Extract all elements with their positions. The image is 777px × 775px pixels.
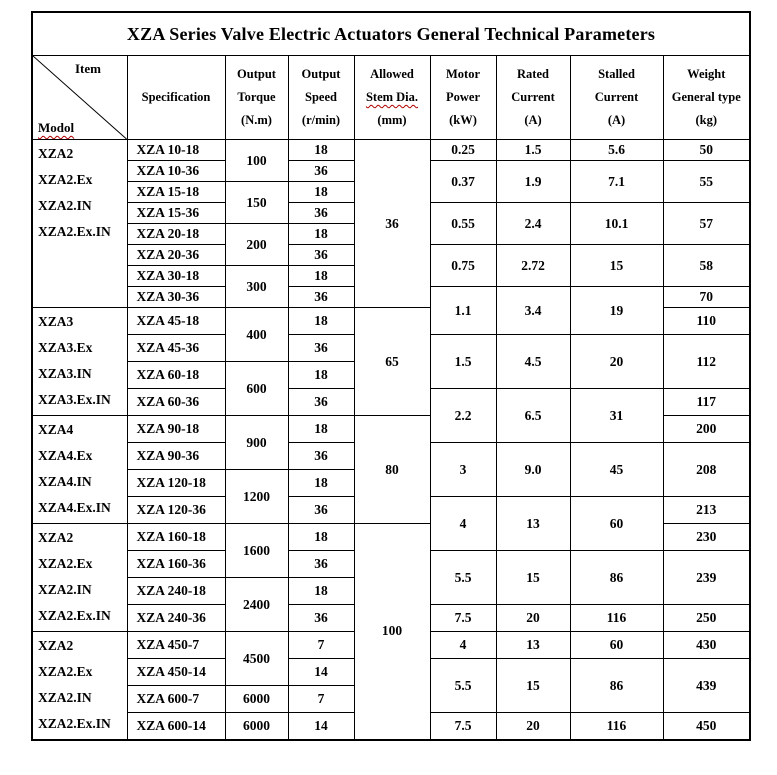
cell-stalled: 86 (570, 551, 663, 605)
header-line: (mm) (377, 113, 407, 127)
cell-weight: 70 (663, 287, 750, 308)
cell-spec: XZA 120-18 (127, 470, 225, 497)
column-header-torque (225, 56, 288, 140)
cell-torque: 6000 (225, 713, 288, 740)
table-body (32, 140, 750, 740)
cell-spec: XZA 160-36 (127, 551, 225, 578)
corner-label-model: Modol (38, 120, 75, 135)
cell-power: 0.25 (430, 140, 496, 161)
cell-speed: 18 (288, 470, 354, 497)
cell-speed: 14 (288, 713, 354, 740)
cell-weight: 50 (663, 140, 750, 161)
header-line: Output (301, 67, 341, 81)
cell-power: 1.5 (430, 335, 496, 389)
cell-spec: XZA 15-18 (127, 182, 225, 203)
cell-power: 0.75 (430, 245, 496, 287)
cell-speed: 14 (288, 659, 354, 686)
cell-torque: 400 (225, 308, 288, 362)
cell-spec: XZA 30-18 (127, 266, 225, 287)
cell-stalled: 60 (570, 497, 663, 551)
cell-spec: XZA 60-18 (127, 362, 225, 389)
column-header-weight (663, 56, 750, 140)
cell-power: 3 (430, 443, 496, 497)
header-line: (r/min) (301, 113, 341, 127)
cell-torque: 6000 (225, 686, 288, 713)
cell-stem: 65 (354, 308, 430, 416)
column-header-spec (127, 56, 225, 140)
cell-stalled: 116 (570, 713, 663, 740)
cell-power: 7.5 (430, 713, 496, 740)
model-line: XZA2.IN (38, 582, 92, 597)
cell-stalled: 31 (570, 389, 663, 443)
model-line: XZA2.IN (38, 198, 92, 213)
cell-speed: 36 (288, 497, 354, 524)
cell-speed: 36 (288, 335, 354, 362)
model-line: XZA3.IN (38, 366, 92, 381)
cell-spec: XZA 45-36 (127, 335, 225, 362)
cell-speed: 36 (288, 605, 354, 632)
cell-spec: XZA 20-18 (127, 224, 225, 245)
cell-spec: XZA 30-36 (127, 287, 225, 308)
cell-model (32, 416, 127, 524)
cell-speed: 7 (288, 632, 354, 659)
cell-spec: XZA 45-18 (127, 308, 225, 335)
cell-rated: 1.5 (496, 140, 570, 161)
model-line: XZA2.Ex.IN (38, 716, 111, 731)
cell-speed: 36 (288, 551, 354, 578)
cell-weight: 439 (663, 659, 750, 713)
cell-rated: 1.9 (496, 161, 570, 203)
cell-power: 7.5 (430, 605, 496, 632)
cell-weight: 450 (663, 713, 750, 740)
cell-weight: 239 (663, 551, 750, 605)
header-line: Allowed (370, 67, 414, 81)
cell-power: 5.5 (430, 659, 496, 713)
cell-stalled: 19 (570, 287, 663, 335)
model-line: XZA2 (38, 638, 74, 653)
cell-speed: 36 (288, 287, 354, 308)
header-line: Specification (141, 90, 211, 104)
model-line: XZA4 (38, 422, 74, 437)
header-line: Stem Dia. (365, 90, 419, 104)
cell-speed: 18 (288, 524, 354, 551)
cell-weight: 112 (663, 335, 750, 389)
table-title: XZA Series Valve Electric Actuators General Technical Parameters (32, 12, 750, 56)
cell-speed: 18 (288, 224, 354, 245)
cell-stalled: 60 (570, 632, 663, 659)
header-line: Motor (445, 67, 480, 81)
header-row (32, 56, 750, 140)
cell-torque: 4500 (225, 632, 288, 686)
cell-torque: 200 (225, 224, 288, 266)
header-line: Current (511, 90, 555, 104)
cell-weight: 208 (663, 443, 750, 497)
cell-spec: XZA 600-7 (127, 686, 225, 713)
cell-speed: 36 (288, 245, 354, 266)
cell-weight: 57 (663, 203, 750, 245)
cell-spec: XZA 160-18 (127, 524, 225, 551)
model-line: XZA2.Ex (38, 556, 93, 571)
model-line: XZA3 (38, 314, 74, 329)
cell-stem: 36 (354, 140, 430, 308)
cell-weight: 58 (663, 245, 750, 287)
cell-model (32, 140, 127, 308)
corner-label-item: Item (75, 61, 101, 76)
cell-rated: 2.72 (496, 245, 570, 287)
cell-speed: 18 (288, 362, 354, 389)
model-line: XZA3.Ex.IN (38, 392, 111, 407)
cell-stalled: 10.1 (570, 203, 663, 245)
cell-rated: 9.0 (496, 443, 570, 497)
cell-model (32, 524, 127, 632)
cell-rated: 4.5 (496, 335, 570, 389)
header-line: Power (445, 90, 480, 104)
column-header-speed (288, 56, 354, 140)
cell-spec: XZA 120-36 (127, 497, 225, 524)
cell-power: 0.55 (430, 203, 496, 245)
cell-spec: XZA 450-14 (127, 659, 225, 686)
header-line: Output (237, 67, 276, 81)
cell-speed: 18 (288, 578, 354, 605)
model-line: XZA2 (38, 530, 74, 545)
cell-torque: 100 (225, 140, 288, 182)
header-line: Torque (237, 90, 276, 104)
column-header-stalled (570, 56, 663, 140)
cell-power: 0.37 (430, 161, 496, 203)
cell-speed: 18 (288, 266, 354, 287)
cell-stalled: 15 (570, 245, 663, 287)
model-line: XZA2.Ex (38, 172, 93, 187)
cell-torque: 2400 (225, 578, 288, 632)
cell-torque: 150 (225, 182, 288, 224)
model-line: XZA4.Ex.IN (38, 500, 111, 515)
header-line: (A) (524, 113, 542, 127)
cell-spec: XZA 10-18 (127, 140, 225, 161)
cell-torque: 300 (225, 266, 288, 308)
cell-model (32, 632, 127, 740)
cell-power: 5.5 (430, 551, 496, 605)
cell-torque: 600 (225, 362, 288, 416)
model-line: XZA4.IN (38, 474, 92, 489)
cell-weight: 110 (663, 308, 750, 335)
cell-torque: 1600 (225, 524, 288, 578)
cell-spec: XZA 240-36 (127, 605, 225, 632)
cell-power: 4 (430, 632, 496, 659)
parameters-table (31, 11, 751, 741)
cell-stalled: 45 (570, 443, 663, 497)
model-line: XZA2.Ex.IN (38, 608, 111, 623)
cell-stalled: 116 (570, 605, 663, 632)
cell-rated: 15 (496, 551, 570, 605)
header-line: (A) (607, 113, 626, 127)
cell-spec: XZA 240-18 (127, 578, 225, 605)
cell-speed: 18 (288, 308, 354, 335)
cell-spec: XZA 600-14 (127, 713, 225, 740)
column-header-rated (496, 56, 570, 140)
cell-weight: 213 (663, 497, 750, 524)
cell-speed: 18 (288, 140, 354, 161)
title-row (32, 12, 750, 56)
cell-spec: XZA 90-18 (127, 416, 225, 443)
cell-speed: 36 (288, 203, 354, 224)
cell-stalled: 86 (570, 659, 663, 713)
header-line: Rated (517, 67, 549, 81)
cell-rated: 13 (496, 497, 570, 551)
cell-spec: XZA 20-36 (127, 245, 225, 266)
cell-power: 4 (430, 497, 496, 551)
header-line: Current (594, 90, 639, 104)
cell-spec: XZA 90-36 (127, 443, 225, 470)
cell-speed: 18 (288, 416, 354, 443)
header-line: (kW) (449, 113, 477, 127)
cell-weight: 55 (663, 161, 750, 203)
model-line: XZA3.Ex (38, 340, 93, 355)
cell-rated: 3.4 (496, 287, 570, 335)
model-line: XZA2.Ex.IN (38, 224, 111, 239)
cell-stalled: 5.6 (570, 140, 663, 161)
cell-speed: 18 (288, 182, 354, 203)
model-line: XZA4.Ex (38, 448, 93, 463)
header-line: (N.m) (241, 113, 272, 127)
cell-stem: 80 (354, 416, 430, 524)
cell-power: 2.2 (430, 389, 496, 443)
model-line: XZA2.IN (38, 690, 92, 705)
cell-model (32, 308, 127, 416)
cell-rated: 2.4 (496, 203, 570, 245)
header-line: Stalled (598, 67, 635, 81)
cell-spec: XZA 450-7 (127, 632, 225, 659)
cell-rated: 20 (496, 605, 570, 632)
cell-speed: 36 (288, 389, 354, 416)
cell-stalled: 20 (570, 335, 663, 389)
table-row (32, 140, 750, 161)
cell-spec: XZA 15-36 (127, 203, 225, 224)
cell-weight: 230 (663, 524, 750, 551)
cell-rated: 15 (496, 659, 570, 713)
cell-weight: 200 (663, 416, 750, 443)
cell-rated: 20 (496, 713, 570, 740)
cell-rated: 6.5 (496, 389, 570, 443)
model-line: XZA2.Ex (38, 664, 93, 679)
cell-speed: 7 (288, 686, 354, 713)
cell-weight: 250 (663, 605, 750, 632)
header-line: (kg) (695, 113, 718, 127)
cell-stalled: 7.1 (570, 161, 663, 203)
cell-speed: 36 (288, 161, 354, 182)
cell-power: 1.1 (430, 287, 496, 335)
column-header-power (430, 56, 496, 140)
cell-speed: 36 (288, 443, 354, 470)
cell-spec: XZA 60-36 (127, 389, 225, 416)
cell-rated: 13 (496, 632, 570, 659)
corner-header-cell (32, 56, 127, 140)
cell-torque: 1200 (225, 470, 288, 524)
model-line: XZA2 (38, 146, 74, 161)
cell-weight: 117 (663, 389, 750, 416)
cell-spec: XZA 10-36 (127, 161, 225, 182)
header-line: Weight (687, 67, 726, 81)
header-line: Speed (305, 90, 337, 104)
cell-torque: 900 (225, 416, 288, 470)
header-line: General type (671, 90, 741, 104)
column-header-stem (354, 56, 430, 140)
cell-weight: 430 (663, 632, 750, 659)
cell-stem: 100 (354, 524, 430, 740)
